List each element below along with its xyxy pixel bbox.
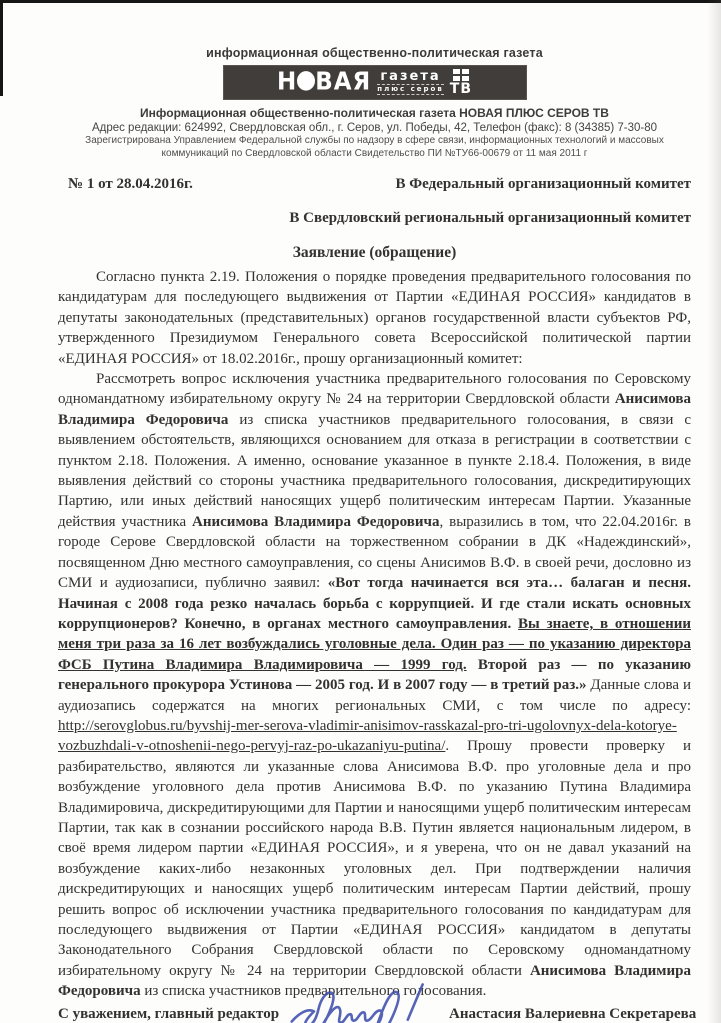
editorial-address: Адрес редакции: 624992, Свердловская обл., г. Серов, ул. Победы, 42, Телефон (факс): 8 (34385) 7-30-80 xyxy=(91,122,658,134)
letterhead xyxy=(58,46,691,160)
logo-o-circle-icon xyxy=(297,71,315,90)
body-text-segment: Второй раз — по указанию генерального прокурора Устинова — 2005 год. И в 2007 году — в третий раз.» xyxy=(58,656,691,694)
logo-plus-serov-text: плюс серов xyxy=(377,85,444,93)
paragraph xyxy=(58,267,691,369)
document-title: Заявление (обращение) xyxy=(292,244,457,261)
scan-artifact-right-shadow xyxy=(707,0,721,1023)
scan-artifact-top-edge xyxy=(0,0,721,3)
logo-tv-block xyxy=(450,69,472,96)
newspaper-tagline: информационная общественно-политическая газета xyxy=(206,46,543,60)
body-text-segment: Анисимова Владимира Федоровича xyxy=(58,391,691,428)
addressee-regional-committee: В Свердловский региональный организационный комитет xyxy=(289,210,691,226)
body-text-segment: . Прошу провести проверку и разбирательство, являются ли указанные слова Анисимова В.Ф. про уголовные дела и про возбуждение уголовного дела против Анисимова В.Ф. по указанию Путина Владимира Владимировича, дискредитирующими для Партии и наносящими ущерб политическим интересам Партии, так как в сознании российского народа В.В. Путин является национальным лидером, в своё время лидером партии «ЕДИНАЯ РОССИЯ», и я уверена, что он не давал указаний на возбуждение каких-либо незаконных уголовных дел. При подтверждении наличия дискредитирующих и наносящих ущерб политическим интересам Партии действий, прошу решить вопрос об исключении участника предварительного голосования по кандидатурам для последующего выдвижения от Партии «ЕДИНАЯ РОССИЯ» кандидатом в депутаты Законодательного Собрания Свердловской области по Серовскому одномандатному избирательному округу № 24 на территории Свердловской области xyxy=(58,738,691,979)
body xyxy=(58,267,691,1002)
logo-wordmark xyxy=(276,67,372,96)
body-text-segment: из списка участников предварительного голосования, в связи с выявлением обстоятельств, являющихся основанием для отказа в регистрации в соответствии с пунктом 2.18. Положения. А именно, основание указанное в пункте 2.18.4. Положения, в виде выявления действий со стороны участника предварительного голосования, дискредитирующих Партию, или иных действий наносящих ущерб политическим интересам Партии. Указанные действия участника xyxy=(58,411,691,530)
body-text-segment: , выразились в том, что 22.04.2016г. в городе Серове Свердловской области на торжественном собрании в ДК «Надеждинский», посвященном Дню местного самоуправления, со сцены Анисимов В.Ф. в своей речи, дословно из СМИ и аудиозаписи, публично заявил: xyxy=(58,513,692,592)
reference-row xyxy=(58,176,691,193)
signature-left-label: С уважением, главный редактор xyxy=(58,1005,280,1022)
logo-letter: Н xyxy=(276,67,298,96)
body-text-segment: Данные слова и аудиозапись содержатся на многих региональных СМИ, с том числе по адресу: xyxy=(58,677,691,714)
paragraph xyxy=(58,369,691,1002)
body-text-segment: «Вот тогда начинается вся эта… балаган и песня. Начиная с 2008 года резко началась борьба с коррупцией. И где стали искать основных коррупционеров? Конечно, в органах местного самоуправления. xyxy=(58,575,691,632)
signature-row xyxy=(58,1003,697,1023)
addressee-federal-committee: В Федеральный организационный комитет xyxy=(395,176,691,192)
body-text-segment: Анисимова Владимира Федоровича xyxy=(58,962,691,1000)
registration-line-2: коммуникаций по Свердловской области Свидетельство ПИ №ТУ66-00679 от 11 мая 2011 г xyxy=(161,148,588,159)
logo-tv-text: ТВ xyxy=(449,81,473,97)
body-text-segment: Анисимова Владимира Федоровича xyxy=(192,513,440,530)
body-text-segment: Вы знаете, в отношении меня три раза за 16 лет возбуждались уголовные дела. Один раз — по указанию директора ФСБ Путина Владимира Владимировича — 1999 год. xyxy=(58,615,691,673)
signature-right-name: Анастасия Валериевна Секретарева xyxy=(449,1005,697,1022)
logo-gazeta-text: газета xyxy=(380,69,441,84)
body-text-segment: Рассмотреть вопрос исключения участника предварительного голосования по Серовскому одномандатному избирательному округу № 24 на территории Свердловской области xyxy=(58,371,691,408)
logo-subtitle-block xyxy=(377,70,444,95)
newspaper-logo xyxy=(223,65,527,100)
article-url: http://serovglobus.ru/byvshij-mer-serova-vladimir-anisimov-rasskazal-pro-tri-ugolovnyx-dela-kotorye-vozbuzhdali-v-otnoshenii-nego-pervyj-raz-po-ukazaniyu-putina/ xyxy=(58,717,677,755)
body-text-segment: Согласно пункта 2.19. Положения о порядке проведения предварительного голосования по кандидатурам для последующего выдвижения от Партии «ЕДИНАЯ РОССИЯ» кандидатов в депутаты законодательных (представительных) органов государственной власти субъектов РФ, утвержденного Президиумом Генерального совета Всероссийской политической партии «ЕДИНАЯ РОССИЯ» от 18.02.2016г., прошу организационный комитет: xyxy=(58,269,691,367)
logo-letters: ВАЯ xyxy=(315,67,372,96)
newspaper-full-name: Информационная общественно-политическая газета НОВАЯ ПЛЮС СЕРОВ ТВ xyxy=(140,106,609,120)
scan-artifact-left-edge xyxy=(0,0,3,96)
handwritten-signature xyxy=(287,977,445,1023)
body-text-segment: из списка участников предварительного голосования. xyxy=(140,983,487,1000)
tv-grid-icon xyxy=(453,69,469,81)
document-number-date: № 1 от 28.04.2016г. xyxy=(68,176,193,192)
registration-line-1: Зарегистрирована Управлением Федеральной службы по надзору в сфере связи, информационных технологий и массовых xyxy=(85,135,664,146)
